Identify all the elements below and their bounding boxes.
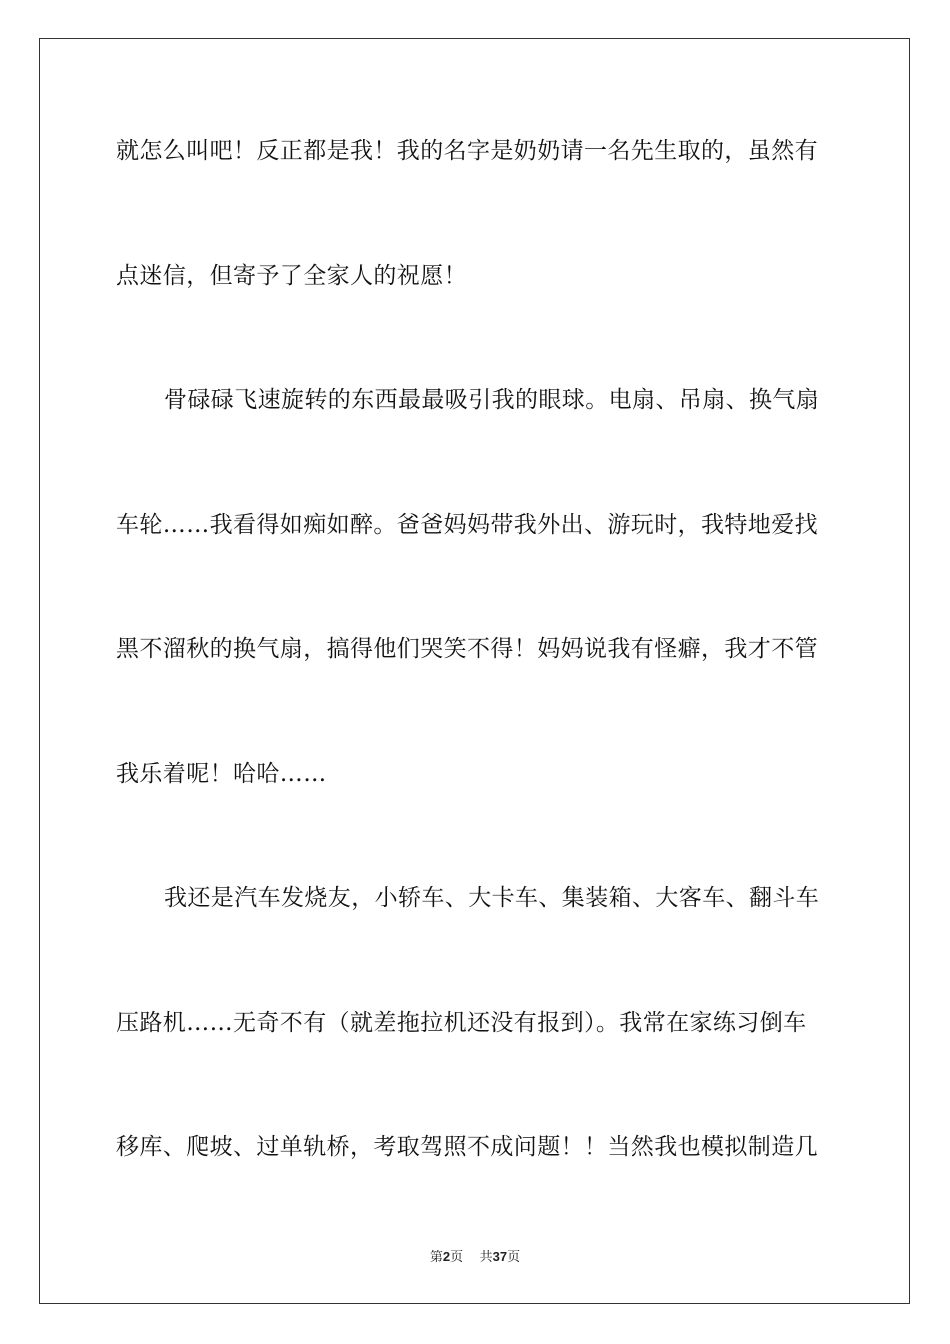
page-border bbox=[39, 38, 910, 1304]
text-line: 就怎么叫吧！反正都是我！我的名字是奶奶请一名先生取的，虽然有 bbox=[116, 138, 818, 164]
text-line: 点迷信，但寄予了全家人的祝愿！ bbox=[116, 263, 467, 289]
text-line: 黑不溜秋的换气扇，搞得他们哭笑不得！妈妈说我有怪癖，我才不管 bbox=[116, 636, 818, 662]
total-prefix: 共 bbox=[479, 1250, 493, 1265]
text-line: 车轮……我看得如痴如醉。爸爸妈妈带我外出、游玩时，我特地爱找 bbox=[116, 512, 818, 538]
total-pages: 37 bbox=[492, 1249, 508, 1264]
text-line: 我乐着呢！哈哈…… bbox=[116, 761, 327, 787]
paragraph-start-line: 骨碌碌飞速旋转的东西最最吸引我的眼球。电扇、吊扇、换气扇 bbox=[164, 387, 820, 413]
text-line: 压路机……无奇不有（就差拖拉机还没有报到）。我常在家练习倒车 bbox=[116, 1010, 807, 1036]
page-number: 2 bbox=[442, 1249, 451, 1264]
page-footer bbox=[0, 1246, 950, 1265]
total-suffix: 页 bbox=[507, 1250, 521, 1265]
text-line: 移库、爬坡、过单轨桥，考取驾照不成问题！！当然我也模拟制造几 bbox=[116, 1134, 818, 1160]
page-prefix: 第 bbox=[429, 1250, 443, 1265]
page-suffix: 页 bbox=[450, 1250, 464, 1265]
paragraph-start-line: 我还是汽车发烧友，小轿车、大卡车、集装箱、大客车、翻斗车 bbox=[164, 885, 820, 911]
